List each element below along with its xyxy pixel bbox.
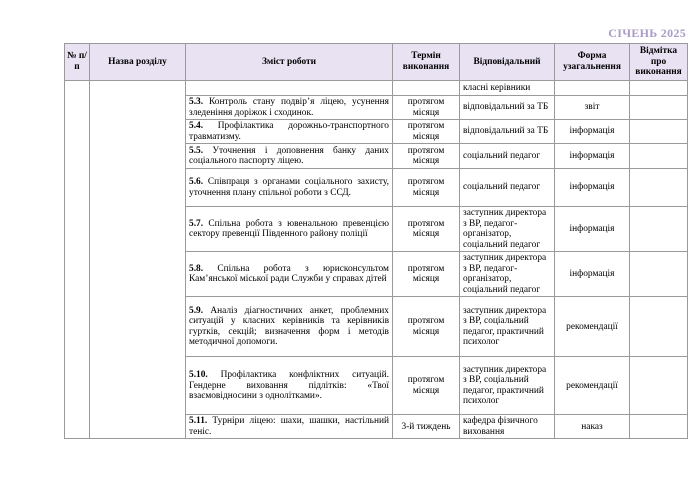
mark-cell — [630, 415, 688, 439]
term-cell: протягом місяця — [393, 96, 460, 120]
term-cell: протягом місяця — [393, 120, 460, 144]
form-cell: рекомендації — [555, 357, 630, 415]
table-header-row — [65, 44, 688, 81]
form-cell — [555, 81, 630, 96]
item-text: Спільна робота з ювенальною превенцією сектору превенції Південного району поліції — [189, 218, 389, 240]
responsible-cell: заступник директора з ВР, соціальний педагог, практичний психолог — [460, 357, 555, 415]
form-cell: інформація — [555, 144, 630, 169]
responsible-cell: соціальний педагог — [460, 144, 555, 169]
item-text: Співпраця з органами соціального захисту, уточнення плану спільної роботи з ССД. — [189, 177, 389, 198]
responsible-cell: класні керівники — [460, 81, 555, 96]
form-cell: інформація — [555, 169, 630, 207]
content-cell — [186, 357, 393, 415]
mark-cell — [630, 357, 688, 415]
content-cell — [186, 169, 393, 207]
term-cell: протягом місяця — [393, 169, 460, 207]
term-cell: протягом місяця — [393, 207, 460, 252]
item-text: Профілактика дорожньо-транспортного травматизму. — [189, 121, 389, 142]
content-cell — [186, 297, 393, 357]
mark-cell — [630, 120, 688, 144]
content-cell — [186, 96, 393, 120]
header-num: № п/п — [65, 44, 90, 81]
mark-cell — [630, 144, 688, 169]
responsible-cell: заступник директора з ВР, педагог-організатор, соціальний педагог — [460, 207, 555, 252]
header-content: Зміст роботи — [186, 44, 393, 81]
term-cell: протягом місяця — [393, 144, 460, 169]
work-plan-table — [64, 43, 688, 439]
item-text: Профілактика конфліктних ситуацій. Гендерне виховання підлітків: «Твої взаємовідносини з однолітками». — [189, 370, 389, 402]
header-section: Назва розділу — [90, 44, 186, 81]
form-cell: інформація — [555, 120, 630, 144]
month-title: СІЧЕНЬ 2025 — [608, 26, 686, 40]
content-cell — [186, 252, 393, 297]
item-code: 5.9. — [189, 305, 204, 316]
responsible-cell: кафедра фізичного виховання — [460, 415, 555, 439]
form-cell: інформація — [555, 252, 630, 297]
mark-cell — [630, 81, 688, 96]
item-text: Аналіз діагностичних анкет, проблемних ситуацій у класних керівників та керівників гуртків, секцій; визначення форм і методів методичної допомоги. — [189, 305, 389, 348]
mark-cell — [630, 252, 688, 297]
item-code: 5.7. — [189, 218, 204, 229]
content-cell — [186, 81, 393, 96]
item-text: Уточнення і доповнення банку даних соціального паспорту ліцею. — [189, 145, 389, 167]
responsible-cell: відповідальний за ТБ — [460, 96, 555, 120]
item-code: 5.4. — [189, 121, 204, 132]
section-cell — [90, 81, 186, 439]
content-cell — [186, 415, 393, 439]
item-code: 5.5. — [189, 145, 204, 156]
term-cell: протягом місяця — [393, 297, 460, 357]
term-cell: протягом місяця — [393, 357, 460, 415]
content-cell — [186, 144, 393, 169]
form-cell: звіт — [555, 96, 630, 120]
item-code: 5.8. — [189, 263, 204, 274]
mark-cell — [630, 297, 688, 357]
responsible-cell: заступник директора з ВР, соціальний педагог, практичний психолог — [460, 297, 555, 357]
item-text: Контроль стану подвір’я ліцею, усунення зледеніння доріжок і сходинок. — [189, 97, 389, 118]
mark-cell — [630, 96, 688, 120]
term-cell — [393, 81, 460, 96]
term-cell: 3-й тиждень — [393, 415, 460, 439]
item-text: Спільна робота з юрисконсультом Кам’янської міської ради Служби у справах дітей — [189, 263, 389, 285]
header-term: Термін виконання — [393, 44, 460, 81]
term-cell: протягом місяця — [393, 252, 460, 297]
item-code: 5.11. — [189, 416, 208, 427]
mark-cell — [630, 207, 688, 252]
header-form: Форма узагальнення — [555, 44, 630, 81]
form-cell: рекомендації — [555, 297, 630, 357]
form-cell: інформація — [555, 207, 630, 252]
item-code: 5.10. — [189, 370, 208, 381]
responsible-cell: соціальний педагог — [460, 169, 555, 207]
form-cell: наказ — [555, 415, 630, 439]
content-cell — [186, 207, 393, 252]
item-code: 5.6. — [189, 177, 204, 188]
header-mark: Відмітка про виконання — [630, 44, 688, 81]
mark-cell — [630, 169, 688, 207]
header-responsible: Відповідальний — [460, 44, 555, 81]
table-row — [65, 81, 688, 96]
responsible-cell: відповідальний за ТБ — [460, 120, 555, 144]
item-text: Турніри ліцею: шахи, шашки, настільний теніс. — [189, 416, 389, 437]
content-cell — [186, 120, 393, 144]
responsible-cell: заступник директора з ВР, педагог-організатор, соціальний педагог — [460, 252, 555, 297]
item-code: 5.3. — [189, 97, 204, 107]
num-cell — [65, 81, 90, 439]
